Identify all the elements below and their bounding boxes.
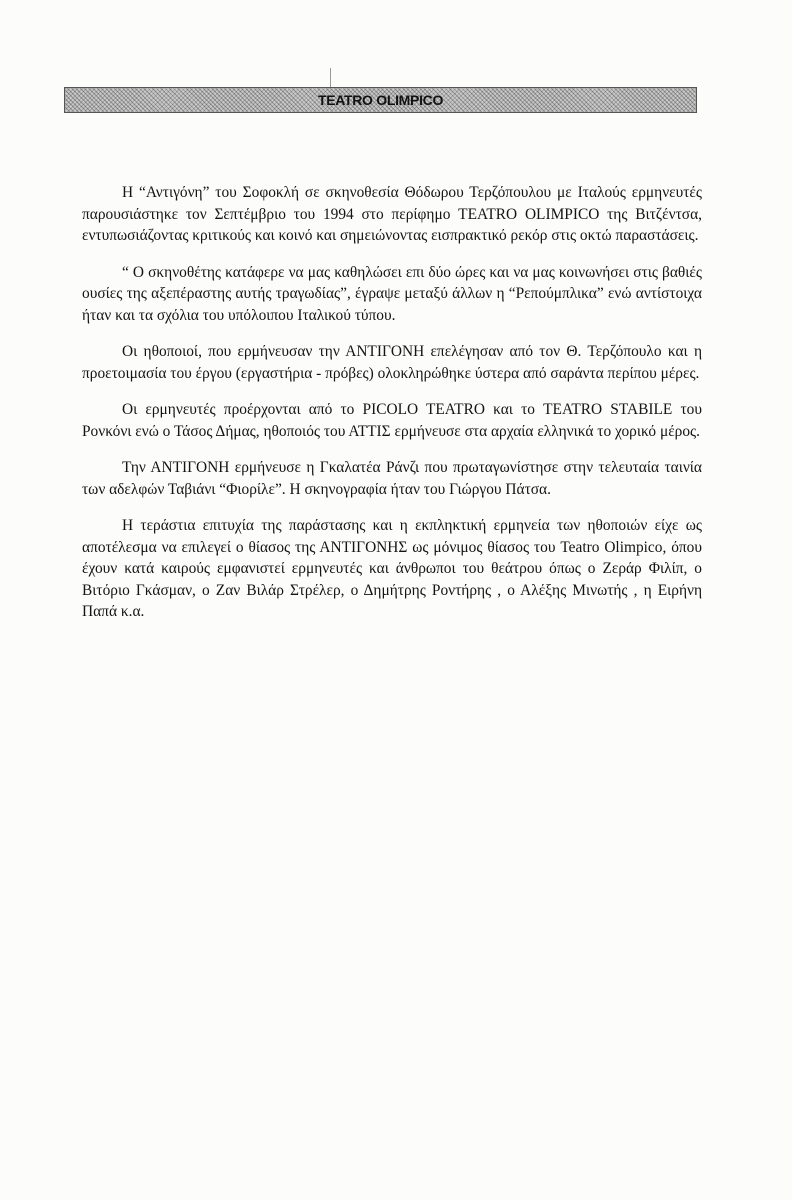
paragraph-3: Οι ηθοποιοί, που ερμήνευσαν την ΑΝΤΙΓΟΝΗ επελέγησαν από τον Θ. Τερζόπουλο και η προετοιμασία του έργου (εργαστήρια - πρόβες) ολοκληρώθηκε ύστερα από σαράντα περίπου μέρες. [82, 343, 702, 382]
paragraph-1: Η “Αντιγόνη” του Σοφοκλή σε σκηνοθεσία Θόδωρου Τερζόπουλου με Ιταλούς ερμηνευτές παρουσιάστηκε τον Σεπτέμβριο του 1994 στο περίφημο TEATRO OLIMPICO της Βιτζέντσα, εντυπωσιάζοντας κριτικούς και κοινό και σημειώνοντας εισπρακτικό ρεκόρ στις οκτώ παραστάσεις. [82, 184, 702, 244]
page-title: TEATRO OLIMPICO [317, 92, 444, 108]
paragraph-4: Οι ερμηνευτές προέρχονται από το PICOLO TEATRO και το TEATRO STABILE του Ρονκόνι ενώ ο Τάσος Δήμας, ηθοποιός του ΑΤΤΙΣ ερμήνευσε στα αρχαία ελληνικά το χορικό μέρος. [82, 401, 702, 440]
body-text [82, 182, 702, 638]
paragraph-2: “ Ο σκηνοθέτης κατάφερε να μας καθηλώσει επι δύο ώρες και να μας κοινωνήσει στις βαθιές ουσίες της αξεπέραστης αυτής τραγωδίας”, έγραψε μεταξύ άλλων η “Ρεπούμπλικα” ενώ αντίστοιχα ήταν και τα σχόλια του υπόλοιπου Ιταλικού τύπου. [82, 263, 702, 324]
header-bar [64, 87, 697, 113]
paragraph-6: Η τεράστια επιτυχία της παράστασης και η εκπληκτική ερμηνεία των ηθοποιών είχε ως αποτέλεσμα να επιλεγεί ο θίασος της ΑΝΤΙΓΟΝΗΣ ως μόνιμος θίασος του Teatro Olimpico, όπου έχουν κατά καιρούς εμφανιστεί ερμηνευτές και άνθρωποι του θεάτρου όπως ο Ζεράρ Φιλίπ, ο Βιτόριο Γκάσμαν, ο Ζαν Βιλάρ Στρέλερ, ο Δημήτρης Ροντήρης , ο Αλέξης Μινωτής , η Ειρήνη Παπά κ.α. [82, 517, 702, 620]
paragraph-5: Την ΑΝΤΙΓΟΝΗ ερμήνευσε η Γκαλατέα Ράνζι που πρωταγωνίστησε στην τελευταία ταινία των αδελφών Ταβιάνι “Φιορίλε”. Η σκηνογραφία ήταν του Γιώργου Πάτσα. [82, 459, 702, 498]
